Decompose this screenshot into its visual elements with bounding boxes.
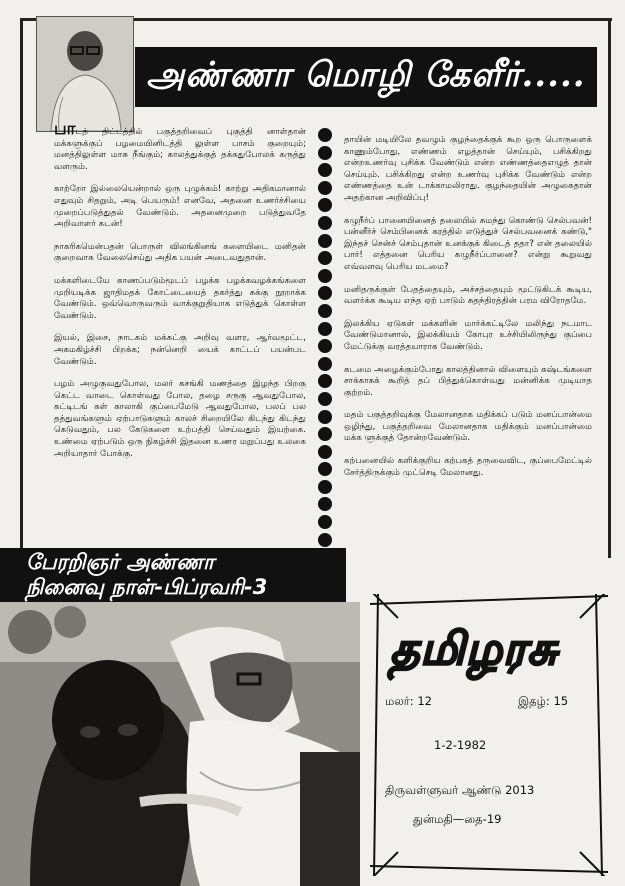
divider-dot [318, 216, 332, 230]
divider-dot [318, 480, 332, 494]
divider-dot [318, 410, 332, 424]
divider-dot [318, 497, 332, 511]
dot-column-divider [314, 128, 336, 558]
divider-dot [318, 128, 332, 142]
tamil-month: துன்மதி—தை-19 [413, 812, 502, 826]
paragraph: இலக்கிய ஏடுகள் மக்களின் மார்க்கட்டிலே மலிந்து நடமாட வேண்டுமானால், இலக்கியம் கோபுர உச்சியிலிருந்து குப்பை மேட்டுக்கு வரத்தயாராக வேண்டும். [344, 318, 592, 352]
paragraph: பழம் அழுகுவதுபோல, மலர் கசங்கி மணத்தை இழந்த பிறகு கெட்ட வாடை கொள்வது போல, தழை சருகு ஆவதுபோல, கட்டிடங் கள் காலாகி குப்பைமேடு ஆவதுபோல, பலப் பல தத்துவங்களும் ஏற்பாடுகளும் காலச் சிறையிலே கிடந்து கிடந்து கெடுவதும், பல கேடுகளை உற்பத்தி செய்வதும் இயற்கை. உண்மை ஏற்படும் ஒரு நிகழ்ச்சி இதனை உணர மறுப்பது உலகை அறியாதார் போக்கு. [54, 379, 306, 459]
statue-garland-photo [0, 602, 360, 886]
divider-dot [318, 427, 332, 441]
divider-dot [318, 374, 332, 388]
divider-dot [318, 269, 332, 283]
paragraph: இயல், இசை, நாடகம் மக்கட்கு அறிவு வளர, ஆர்வமூட்ட, அகமகிழ்ச்சி பிறக்க; நன்னெறி யைக் காட்டப் பயன்பட வேண்டும். [54, 333, 306, 367]
divider-dot [318, 462, 332, 476]
page-border-left [20, 18, 23, 548]
page-border-right [608, 18, 611, 558]
memorial-banner-line1: பேரறிஞர் அண்ணா [26, 550, 215, 574]
paragraph: மனிதருக்குள் பேதத்தையும், அச்சத்தையும் மூட்டுகிடக் கூடிய, வளர்க்க கூடிய எந்த ஏற் பாடும் சுதந்திரத்தின் பரம விரோதமே. [344, 284, 592, 307]
divider-dot [318, 322, 332, 336]
divider-dot [318, 304, 332, 318]
divider-dot [318, 445, 332, 459]
paragraph: மதம் பகுத்தறிவுக்கு மேலானதாக மதிக்கப் படும் மனப்பான்மை ஒழிந்து, பகுத்தறிவை மேலானதாக மதிக்கும் மனப்பான்மை மக்க ளுக்குத் தோன்றவேண்டும். [344, 410, 592, 444]
memorial-banner [0, 548, 346, 602]
divider-dot [318, 515, 332, 529]
article-column-left [54, 119, 306, 544]
magazine-volume: மலர்: 12 [385, 694, 432, 708]
divider-dot [318, 181, 332, 195]
page-title-banner [135, 47, 597, 107]
paragraph: கடமை அழைக்கும்போது காலத்தினால் விளையும் கஷ்டங்களை சாக்காகக் கூறித் தப் பித்துக்கொள்வது மன்னிக்க முடியாத குற்றம். [344, 364, 592, 398]
author-portrait-photo [36, 16, 134, 132]
divider-dot [318, 339, 332, 353]
divider-dot [318, 251, 332, 265]
divider-dot [318, 198, 332, 212]
divider-dot [318, 234, 332, 248]
paragraph: மக்களிடையே காணப்படும்மூடப் பழக்க பழக்கவழக்கங்களை முறியடிக்க ஜாதிமதக் கோட்டையைத் தகர்த்து சுக்கு நூறாக்க வேண்டும். ஒவ்வொருவரும் வாக்குறுதியாக எடுத்துக் கொள்ள வேண்டும். [54, 275, 306, 321]
thiruvalluvar-year: திருவள்ளுவர் ஆண்டு 2013 [385, 783, 535, 797]
divider-dot [318, 392, 332, 406]
divider-dot [318, 533, 332, 547]
paragraph: கற்பனையில் களிக்குறிய கற்பகத் தருவைவிட, குப்பைமேட்டில் சேர்த்திருக்கும் முட்செடி மேலானது. [344, 456, 592, 478]
paragraph: கழுநீர்ப் பானையினைத் தலையில் சுமந்து கொண்டு செல்பவன்! பன்னீர்ச் செம்பினைக் கரத்தில் எடுத்துச் செல்பவனைக் கண்டு," இந்தச் சென்ச் செம்புதான் உனக்குக் கிடைத் ததா? என் தலையில் பார்! எத்தனை பெரிய கழுநீர்ப்பானை? என்று கூறுவது எவ்வளவு பெரிய மடமை? [344, 215, 592, 272]
drop-cap: பா [54, 119, 76, 139]
divider-dot [318, 163, 332, 177]
paragraph: தாயின் மடியிலே தவழும் குழந்தைக்குக் கூற ஒரு பொருளைக் காணும்போது, எண்ணம் எழத்தான் செய்யும், பசிக்கிறது என்றஉணர்வு புசிக்க வேண்டும் என்ற எண்ணத்தைஎழுத் தான் செய்யும். பசிக்கிறது என்ற உணர்வு புசிக்க வேண்டும் என்ற எண்ணத்தை உன் டாக்காமலிராது. குழந்தையின் அழுகைதான் அதற்கான அறிவிப்பு! [344, 135, 592, 203]
divider-dot [318, 146, 332, 160]
page-title: அண்ணா மொழி கேளீர்..... [146, 55, 586, 95]
magazine-issue: இதழ்: 15 [518, 694, 569, 708]
memorial-banner-line2: நினைவு நாள்-பிப்ரவரி-3 [26, 575, 268, 599]
paragraph: நாகரிகமென்பதன் பொருள் விலங்கினங் களையிடை மனிதன் குறைவாக வேலைசெய்து அதிக பயன் அடைவதுதான். [54, 241, 306, 264]
paragraph: பாடத் திட்டத்தில் பகுத்தறிவைப் புகுத்தி னாள்தான் மக்களுக்குப் பழமையினிடத்தி லுள்ள பாசம் குறையும்; மனத்திலுள்ள மாசு நீங்கும்; காலத்துக்குத் தக்கதுபோலக் கருத்து வளரும். [54, 119, 306, 172]
magazine-title: தமிழரசு [390, 622, 558, 675]
magazine-date: 1-2-1982 [434, 738, 487, 752]
paragraph: காற்றோ இல்லையென்றால் ஒரு புழுக்கம்! காற்று அதிகமானால் எதுவும் சிதறும், அடி பெயரும்! எனவே, அதனை உணர்ச்சியை முறைப்படுத்துதல் வேண்டும். அதனைமுறை படுத்துவதே அறிவாளர் கடன்! [54, 184, 306, 230]
divider-dot [318, 286, 332, 300]
article-column-right [344, 135, 592, 595]
divider-dot [318, 357, 332, 371]
